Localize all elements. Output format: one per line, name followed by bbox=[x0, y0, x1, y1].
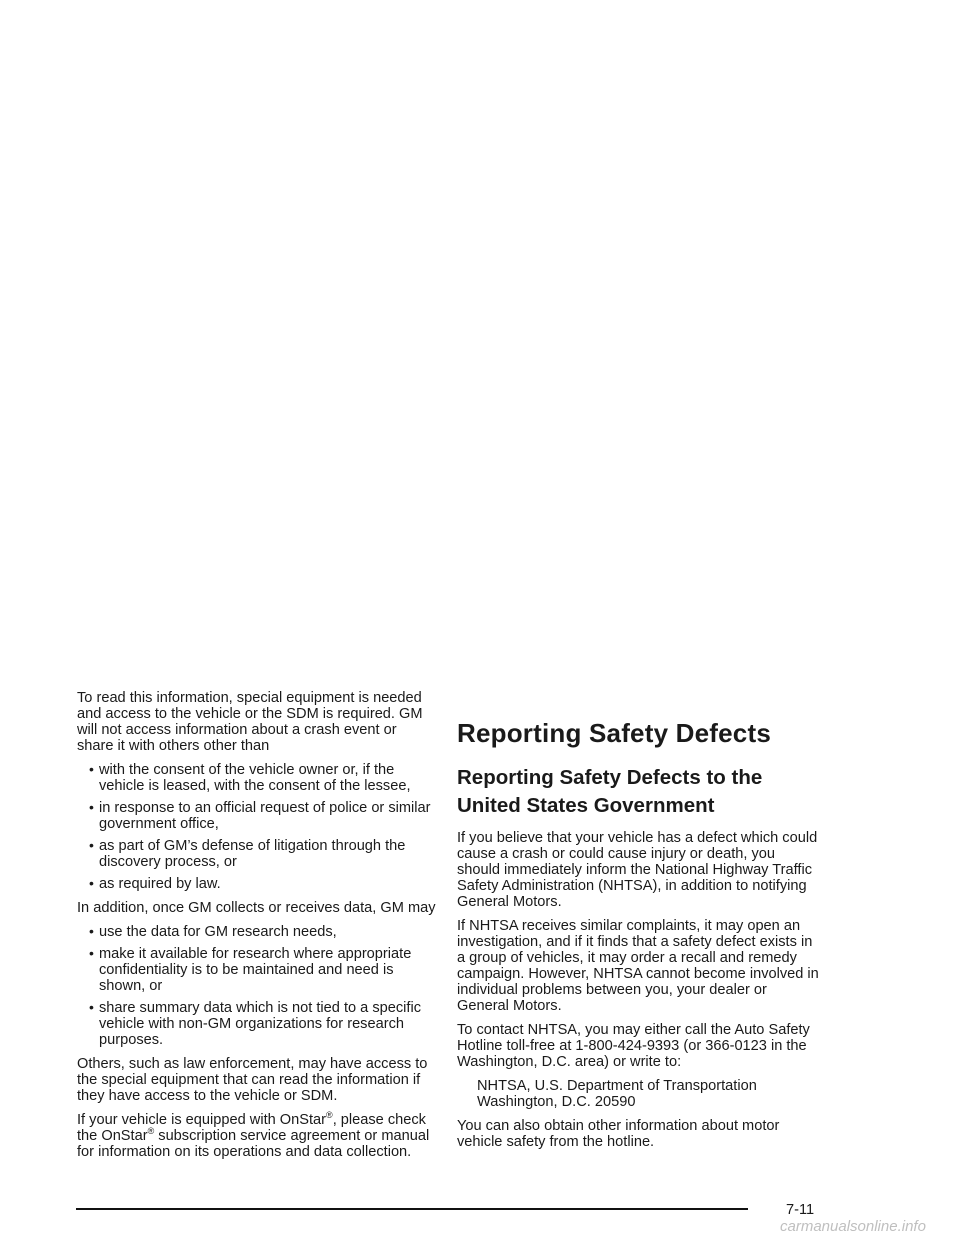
nhtsa-address bbox=[457, 1078, 822, 1110]
list-item: • with the consent of the vehicle owner or, if the vehicle is leased, with the consent of the lessee, bbox=[77, 762, 437, 794]
section-heading: Reporting Safety Defects bbox=[457, 718, 771, 748]
onstar-text-b: , please check the OnStar bbox=[77, 1112, 426, 1144]
address-line: NHTSA, U.S. Department of Transportation bbox=[477, 1078, 757, 1094]
registered-mark: ® bbox=[147, 1126, 155, 1137]
onstar-text-a: If your vehicle is equipped with OnStar bbox=[77, 1112, 327, 1128]
list-item: • as required by law. bbox=[77, 876, 437, 892]
list-item: • as part of GM’s defense of litigation through the discovery process, or bbox=[77, 838, 437, 870]
right-column bbox=[457, 690, 822, 1158]
list-item: • share summary data which is not tied to a specific vehicle with non-GM organizations for research purposes. bbox=[77, 1000, 437, 1048]
intro-paragraph: To read this information, special equipment is needed and access to the vehicle or the SDM is required. GM will not access information about a crash event or share it with others other than bbox=[77, 690, 423, 754]
defect-paragraph: If you believe that your vehicle has a defect which could cause a crash or could cause injury or death, you should immediately inform the National Highway Traffic Safety Administration (NHTSA), in addition to notifying General Motors. bbox=[457, 830, 818, 910]
onstar-paragraph bbox=[77, 1112, 437, 1160]
list-item: • use the data for GM research needs, bbox=[77, 924, 437, 940]
disclosure-list bbox=[77, 762, 437, 892]
watermark-text: carmanualsonline.info bbox=[780, 1218, 926, 1235]
hotline-paragraph: You can also obtain other information about motor vehicle safety from the hotline. bbox=[457, 1118, 780, 1150]
addition-paragraph: In addition, once GM collects or receives data, GM may bbox=[77, 900, 436, 916]
registered-mark: ® bbox=[326, 1110, 333, 1121]
list-item: • make it available for research where appropriate confidentiality is to be maintained and need is shown, or bbox=[77, 946, 437, 994]
investigation-paragraph: If NHTSA receives similar complaints, it may open an investigation, and if it finds that a safety defect exists in a group of vehicles, it may order a recall and remedy campaign. However, NHTSA cannot become involved in individual problems between you, your dealer or General Motors. bbox=[457, 918, 819, 1014]
onstar-text-c: subscription service agreement or manual for information on its operations and data collection. bbox=[77, 1128, 430, 1160]
left-column bbox=[77, 690, 437, 1168]
others-paragraph: Others, such as law enforcement, may have access to the special equipment that can read the information if they have access to the vehicle or SDM. bbox=[77, 1056, 428, 1104]
list-item: • in response to an official request of police or similar government office, bbox=[77, 800, 437, 832]
subsection-heading: Reporting Safety Defects to the United States Government bbox=[457, 766, 763, 817]
page-number: 7-11 bbox=[786, 1202, 815, 1218]
data-use-list bbox=[77, 924, 437, 1048]
contact-paragraph: To contact NHTSA, you may either call the Auto Safety Hotline toll-free at 1-800-424-9393 (or 366-0123 in the Washington, D.C. area) or write to: bbox=[457, 1022, 810, 1070]
address-line: Washington, D.C. 20590 bbox=[477, 1094, 636, 1110]
footer-rule bbox=[76, 1208, 748, 1210]
